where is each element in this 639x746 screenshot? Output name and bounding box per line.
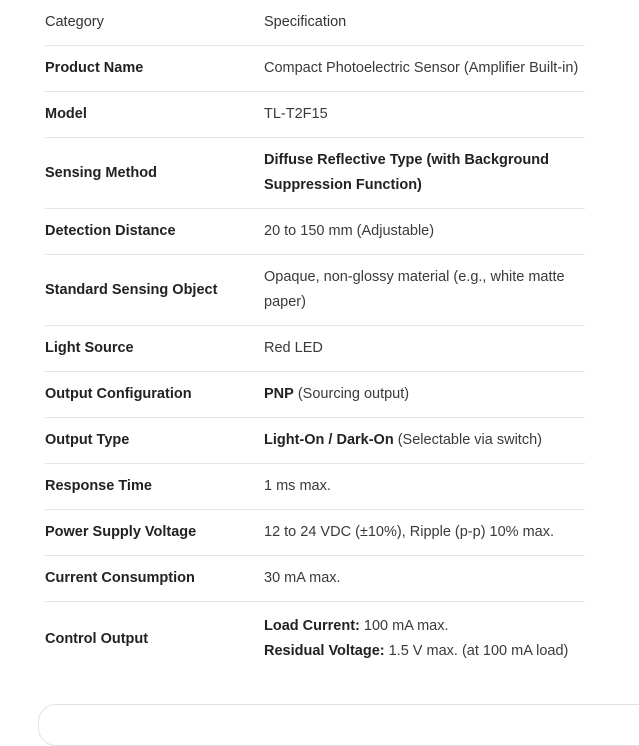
row-value: [264, 372, 585, 418]
row-value: [264, 138, 585, 209]
value-line: [264, 614, 581, 639]
table-row: [45, 418, 585, 464]
value-bold: PNP: [264, 386, 294, 402]
row-value: 30 mA max.: [264, 556, 585, 602]
value-rest: 100 mA max.: [359, 618, 449, 634]
value-bold: Diffuse Reflective Type (with Background Suppression Function): [264, 152, 549, 193]
table-row: [45, 326, 585, 372]
table-row: [45, 372, 585, 418]
table-row: [45, 602, 585, 665]
row-category: Sensing Method: [45, 138, 264, 209]
row-value: 20 to 150 mm (Adjustable): [264, 209, 585, 255]
table-row: [45, 255, 585, 326]
row-category: Model: [45, 92, 264, 138]
row-value: [264, 418, 585, 464]
value-bold: Residual Voltage:: [264, 643, 385, 659]
row-value: TL-T2F15: [264, 92, 585, 138]
table-row: [45, 92, 585, 138]
table-row: [45, 209, 585, 255]
row-category: Output Configuration: [45, 372, 264, 418]
column-header-category: Category: [45, 0, 264, 46]
table-row: [45, 46, 585, 92]
row-category: Power Supply Voltage: [45, 510, 264, 556]
row-category: Response Time: [45, 464, 264, 510]
row-value: [264, 602, 585, 665]
value-rest: 1.5 V max. (at 100 mA load): [384, 643, 569, 659]
row-value: Opaque, non-glossy material (e.g., white matte paper): [264, 255, 585, 326]
column-header-specification: Specification: [264, 0, 585, 46]
value-bold: Light-On / Dark-On: [264, 432, 394, 448]
row-category: Product Name: [45, 46, 264, 92]
table-row: [45, 464, 585, 510]
row-category: Standard Sensing Object: [45, 255, 264, 326]
value-rest: (Sourcing output): [293, 386, 410, 402]
table-row: [45, 138, 585, 209]
row-value: Red LED: [264, 326, 585, 372]
row-category: Current Consumption: [45, 556, 264, 602]
value-bold: Load Current:: [264, 618, 360, 634]
row-value: 12 to 24 VDC (±10%), Ripple (p-p) 10% max.: [264, 510, 585, 556]
row-value: Compact Photoelectric Sensor (Amplifier Built-in): [264, 46, 585, 92]
specification-table: [45, 0, 585, 664]
row-value: 1 ms max.: [264, 464, 585, 510]
table-row: [45, 556, 585, 602]
row-category: Detection Distance: [45, 209, 264, 255]
row-category: Output Type: [45, 418, 264, 464]
row-category: Light Source: [45, 326, 264, 372]
row-category: Control Output: [45, 630, 149, 647]
value-rest: (Selectable via switch): [393, 432, 542, 448]
table-row: [45, 510, 585, 556]
message-input-box[interactable]: [38, 704, 639, 746]
value-line: [264, 639, 581, 664]
table-header-row: [45, 0, 585, 46]
